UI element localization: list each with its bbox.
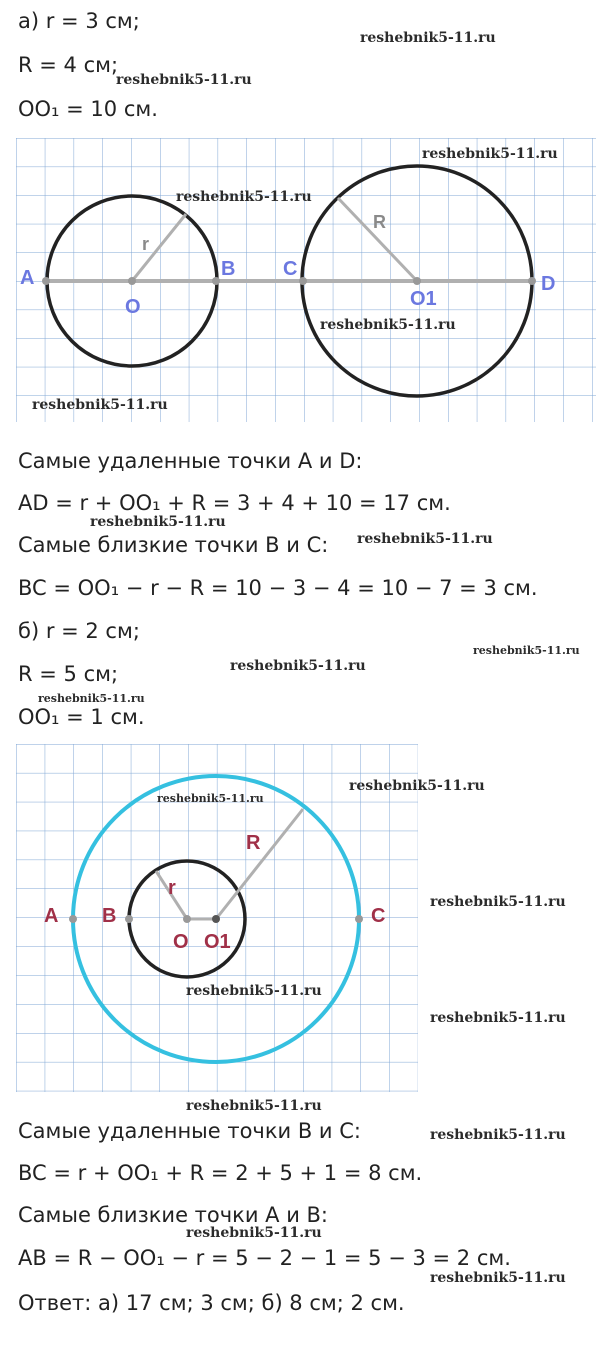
label-O: O [125,296,141,318]
point-d-dot [528,277,536,285]
watermark: reshebnik5-11.ru [360,30,496,46]
label-O1: O1 [204,931,231,953]
point-o-dot [128,277,136,285]
part-a-radius-r: а) r = 3 см; [18,9,140,33]
part-a-far-equation: AD = r + OO₁ + R = 3 + 4 + 10 = 17 см. [18,491,451,515]
point-c-dot [355,915,363,923]
watermark: reshebnik5-11.ru [473,644,580,657]
part-b-near-equation: AB = R − OO₁ − r = 5 − 2 − 1 = 5 − 3 = 2 см. [18,1246,511,1270]
label-A: A [44,905,59,927]
watermark: reshebnik5-11.ru [186,1225,322,1241]
watermark: reshebnik5-11.ru [430,1127,566,1143]
point-c-dot [299,277,307,285]
watermark: reshebnik5-11.ru [357,531,493,547]
part-a-distance: OO₁ = 10 см. [18,97,158,121]
watermark: reshebnik5-11.ru [176,189,312,205]
part-a-near-equation: BC = OO₁ − r − R = 10 − 3 − 4 = 10 − 7 = 3 см. [18,576,538,600]
label-D: D [541,273,556,295]
part-b-radius-r: б) r = 2 см; [18,619,140,643]
watermark: reshebnik5-11.ru [90,514,226,530]
watermark: reshebnik5-11.ru [186,983,322,999]
watermark: reshebnik5-11.ru [430,1270,566,1286]
watermark: reshebnik5-11.ru [116,72,252,88]
part-b-radius-R: R = 5 см; [18,662,119,686]
diagram-a [16,138,596,422]
watermark: reshebnik5-11.ru [430,894,566,910]
label-A: A [20,267,35,289]
part-b-distance: OO₁ = 1 см. [18,705,145,729]
label-R: R [246,832,261,854]
label-r: r [142,234,150,254]
point-a-dot [42,277,50,285]
label-R: R [373,212,386,232]
watermark: reshebnik5-11.ru [157,792,264,805]
label-B: B [102,905,117,927]
watermark: reshebnik5-11.ru [186,1098,322,1114]
point-o1-dot [212,915,220,923]
part-a-near-title: Самые близкие точки B и C: [18,533,329,557]
answer-line: Ответ: а) 17 см; 3 см; б) 8 см; 2 см. [18,1291,405,1315]
point-b-dot [125,915,133,923]
point-a-dot [69,915,77,923]
label-C: C [283,258,298,280]
watermark: reshebnik5-11.ru [422,146,558,162]
part-a-radius-R: R = 4 см; [18,53,119,77]
label-C: C [371,905,386,927]
watermark: reshebnik5-11.ru [349,778,485,794]
watermark: reshebnik5-11.ru [320,317,456,333]
point-o-dot [183,915,191,923]
watermark: reshebnik5-11.ru [38,692,145,705]
label-r: r [168,877,176,899]
label-B: B [221,258,236,280]
label-O: O [173,931,189,953]
watermark: reshebnik5-11.ru [430,1010,566,1026]
label-O1: O1 [410,288,437,310]
part-b-far-title: Самые удаленные точки B и C: [18,1119,361,1143]
part-a-far-title: Самые удаленные точки A и D: [18,449,363,473]
point-b-dot [212,277,220,285]
watermark: reshebnik5-11.ru [230,658,366,674]
point-o1-dot [413,277,421,285]
part-b-far-equation: BC = r + OO₁ + R = 2 + 5 + 1 = 8 см. [18,1161,423,1185]
watermark: reshebnik5-11.ru [32,397,168,413]
part-b-near-title: Самые близкие точки A и B: [18,1203,329,1227]
